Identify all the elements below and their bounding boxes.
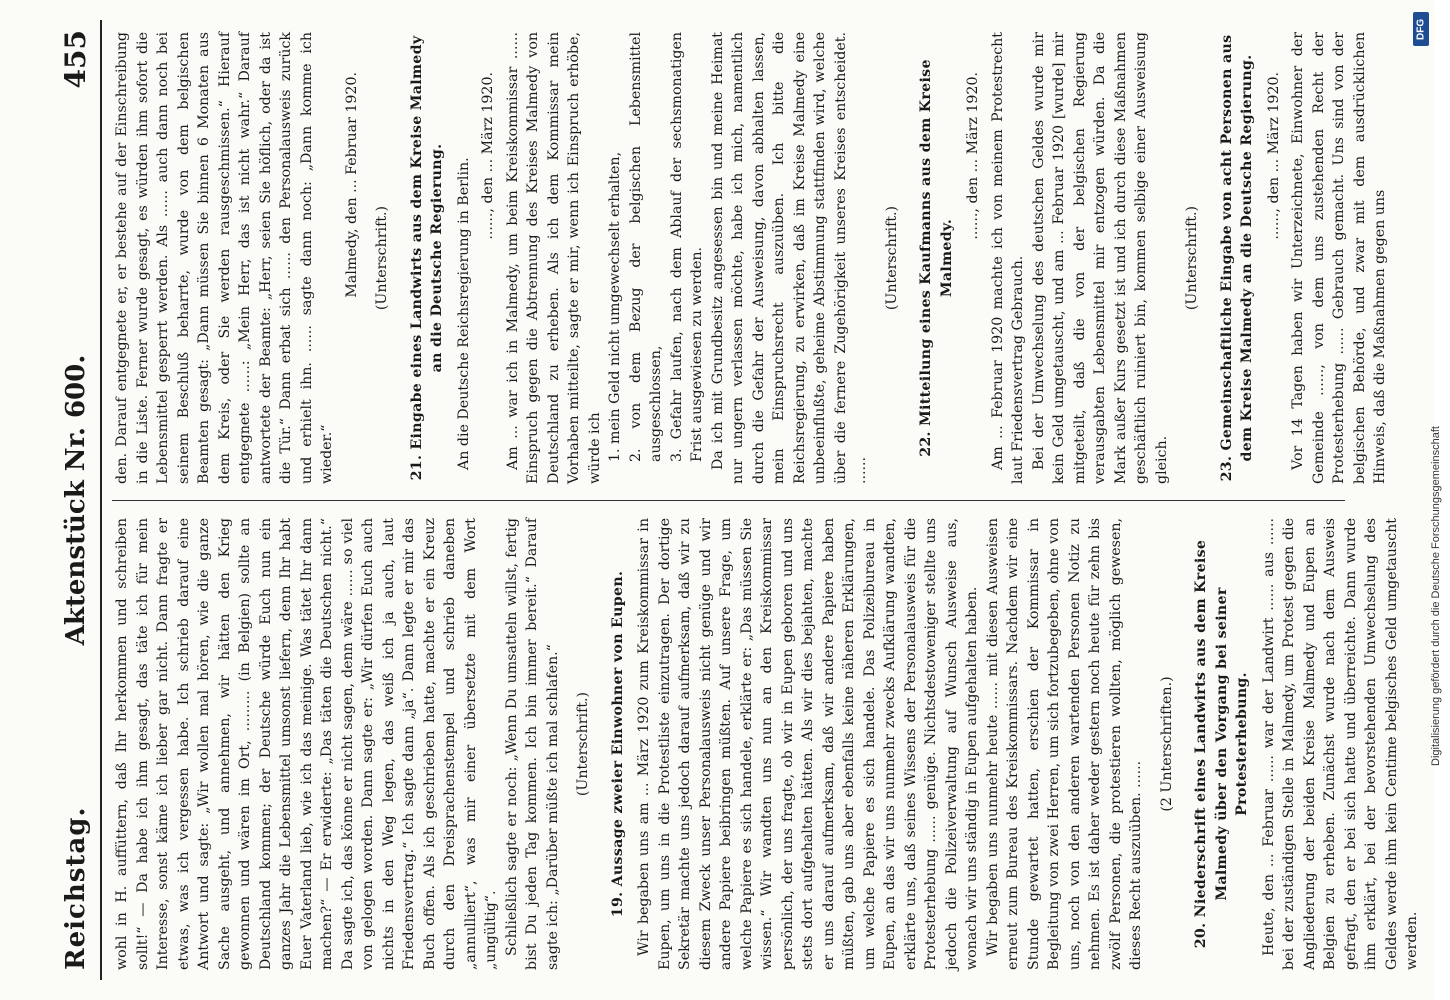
address-line: An die Deutsche Reichsregierung in Berlin. bbox=[455, 157, 472, 470]
header-title: Aktenstück Nr. 600. bbox=[61, 354, 91, 646]
signature-note: (Unterschrift.) bbox=[374, 205, 390, 311]
paragraph: Bei der Umwechselung des deutschen Geldes wurde mir kein Geld umgetauscht, und am ... Februar 1920 [wurde] mir mitgeteilt, daß die von der belgischen Regierung verausgabten Lebensmittel mir entzogen würden. Da die Mark außer Kurs gesetzt ist und ich durch diese Maßnahmen geschäftlich ruiniert bin, kommen selbige einer Ausweisung gleich. bbox=[1030, 32, 1170, 484]
section-heading-20: 20. Niederschrift eines Landwirts aus dem Kreise Malmedy über den Vorgang bei seiner Protesterhebung. bbox=[1193, 539, 1250, 949]
section-heading-21: 21. Eingabe eines Landwirts aus dem Kreise Malmedy an die Deutsche Regierung. bbox=[408, 35, 445, 481]
signature-note: (2 Unterschriften.) bbox=[1158, 676, 1175, 812]
list-item: 1. mein Geld nicht umgewechselt erhalten, bbox=[607, 151, 623, 462]
page-number: 455 bbox=[59, 30, 92, 89]
list-item: 2. von dem Bezug der belgischen Lebensmittel ausgeschlossen, bbox=[627, 32, 664, 462]
paragraph: Schließlich sagte er noch: „Wenn Du umsatteln willst, fertig bist Du jeden Tag kommen. Ich bin immer bereit.“ Darauf sagte ich: „Darüber müßte ich mal schlafen.“ bbox=[503, 518, 561, 970]
dateline: Malmedy, den ... Februar 1920. bbox=[343, 72, 360, 298]
paragraph: Heute, den ... Februar ...... war der Landwirt ...... aus ...... bei der zuständigen Stelle in Malmedy, um Protest gegen die Angliederung der beiden Kreise Malmedy und Eupen an Belgien zu erheben. Zunächst wurde nach dem Ausweis gefragt, den er bei sich hatte und überreichte. Dann wurde ihm erklärt, bei der bevorstehenden Umwechselung des Geldes werde ihm kein Centime belgisches Geld umgetauscht werden. bbox=[1260, 518, 1420, 970]
section-heading-19: 19. Aussage zweier Einwohner von Eupen. bbox=[609, 570, 626, 918]
header-rule bbox=[100, 20, 102, 980]
paragraph: Da ich mit Grundbesitz angesessen bin und meine Heimat nur ungern verlassen möchte, habe ich mich, namentlich durch die Gefahr der Ausweisung, davon abhalten lassen, mein Einspruchsrecht auszuüben. Ich bitte die Reichsregierung, zu erwirken, daß im Kreise Malmedy eine unbeeinflußte, geheime Abstimmung stattfinden wird, welche über die fernere Zugehörigkeit unseres Kreises entscheidet. ...... bbox=[709, 32, 869, 484]
paragraph: Am ... Februar 1920 machte ich von meinem Protestrecht laut Friedensvertrag Gebrauch. bbox=[989, 32, 1026, 484]
digitization-credit-text: Digitalisierung gefördert durch die Deutsche Forschungsgemeinschaft bbox=[1430, 426, 1442, 766]
signature-note: (Unterschrift.) bbox=[575, 691, 591, 797]
paragraph: Wir begaben uns am ... März 1920 zum Kreiskommissar in Eupen, um uns in die Protestliste einzutragen. Der dortige Sekretär machte uns jedoch darauf aufmerksam, daß wir zu diesem Zweck unser Personalausweis nicht genüge und wir andere Papiere beibringen müßten. Auf unsere Frage, um welche Papiere es sich handele, erklärte er: „Das müssen Sie wissen.“ Wir wandten uns nun an den Kreiskommissar persönlich, der uns fragte, ob wir in Eupen geboren und uns stets dort aufgehalten hätten. Als wir dies bejahten, machte er uns darauf aufmerksam, daß wir andere Papiere haben müßten, gab uns aber ebenfalls keine näheren Erklärungen, um welche Papiere es sich handele. Das Polizeibureau in Eupen, an das wir uns nunmehr zwecks Aufklärung wandten, erklärte uns, daß seines Wissens der Personalausweis für die Protesterhebung ...... genüge. Nichtsdestoweniger stellte uns jedoch die Polizeiverwaltung auf Wunsch Ausweise aus, wonach wir uns ständig in Eupen aufgehalten haben. bbox=[636, 518, 980, 970]
paragraph: den. Darauf entgegnete er, er bestehe auf der Einschreibung in die Liste. Ferner wurde gesagt, es würden ihm sofort die Lebensmittel gesperrt werden. Als ...... auch dann noch bei seinem Beschluß beharrte, wurde von dem belgischen Beamten gesagt: „Dann müssen Sie binnen 6 Monaten aus dem Kreis, oder Sie werden rausgeschmissen.“ Hierauf entgegnete ......: „Mein Herr, das ist nicht wahr.“ Darauf antwortete der Beamte: „Herr, seien Sie höflich, oder da ist die Tür.“ Dann erbat sich ...... den Personalausweis zurück und erhielt ihn. ...... sagte dann noch: „Dann komme ich wieder.“ bbox=[114, 32, 335, 484]
right-column bbox=[112, 32, 1388, 484]
left-column bbox=[112, 518, 1420, 970]
paragraph: Am ... war ich in Malmedy, um beim Kreiskommissar ...... Einspruch gegen die Abtrennung des Kreises Malmedy von Deutschland zu erheben. Als ich dem Kommissar mein Vorhaben mitteilte, sagte er mir, wenn ich Einspruch erhöbe, würde ich bbox=[504, 32, 603, 484]
dateline: ......, den ... März 1920. bbox=[965, 72, 981, 240]
digitization-credit-strip bbox=[1410, 6, 1442, 994]
dateline: ......, den ... März 1920. bbox=[480, 72, 496, 240]
list-item: 3. Gefahr laufen, nach dem Ablauf der sechsmonatigen Frist ausgewiesen zu werden. bbox=[668, 32, 705, 462]
signature-note: (Unterschrift.) bbox=[1184, 205, 1200, 311]
paragraph: Vor 14 Tagen haben wir Unterzeichnete, Einwohner der Gemeinde ......, von dem uns zustehenden Recht der Protesterhebung ...... Gebrauch gemacht. Uns sind von der belgischen Behörde, und zwar mit dem ausdrücklichen Hinweis, daß die Maßnahmen gegen uns bbox=[1290, 32, 1388, 484]
paragraph: Wir begaben uns nunmehr heute ...... mit diesen Ausweisen erneut zum Bureau des Kreiskommissars. Nachdem wir eine Stunde gewartet hatten, erschien der Kommissar in Begleitung von zwei Herren, um sich fortzubegeben, ohne von uns, noch von den anderen wartenden Personen Notiz zu nehmen. Es ist daher weder gestern noch heute für zehn bis zwölf Personen, die protestieren wollten, möglich gewesen, dieses Recht auszuüben. ...... bbox=[984, 518, 1144, 970]
dateline: ......, den ... März 1920. bbox=[1265, 72, 1282, 240]
section-heading-23: 23. Gemeinschaftliche Eingabe von acht Personen aus dem Kreise Malmedy an die Deutsche Regierung. bbox=[1218, 34, 1255, 482]
dfg-logo: DFG bbox=[1413, 12, 1429, 46]
text-columns bbox=[112, 30, 1420, 970]
column-divider bbox=[112, 500, 1345, 501]
running-header bbox=[55, 30, 95, 970]
signature-note: (Unterschrift.) bbox=[883, 205, 900, 311]
section-heading-22: 22. Mitteilung eines Kaufmanns aus dem Kreise Malmedy. bbox=[918, 59, 955, 457]
header-left: Reichstag. bbox=[61, 806, 91, 970]
paragraph: wohl in H. auffüttern, daß Ihr herkommen und schreiben sollt!“ — Da habe ich ihm gesagt, das täte ich für mein Interesse, sonst käme ich lieber gar nicht. Dann fragte er etwas, was ich vergessen habe. Ich schrieb darauf eine Antwort und sagte: „Wir wollen mal hören, wie die ganze Sache ausgeht, und annehmen, wir hätten den Krieg gewonnen und wären im Ort, ......... (in Belgien) sollte an Deutschland kommen; der Deutsche würde Euch nun ein ganzes Jahr die Lebensmittel umsonst liefern, denn Ihr habt Euer Vaterland lieb, wie ich das meinige. Was tätet Ihr dann machen?“ — Er erwiderte: „Das täten die Deutschen nicht.“ Da sagte ich, das könne er nicht sagen, denn wäre ...... so viel von gelogen worden. Dann sagte er: „Wir dürfen Euch auch nichts in den Weg legen, das weiß ich ja auch, laut Friedensvertrag.“ Ich sagte dann „ja“. Dann legte er mir das Buch offen. Als ich geschrieben hatte, machte er ein Kreuz durch den Dreisprachenstempel und schrieb daneben „annulliert“, was mir einer übersetzte mit dem Wort „ungültig“. bbox=[114, 518, 499, 970]
